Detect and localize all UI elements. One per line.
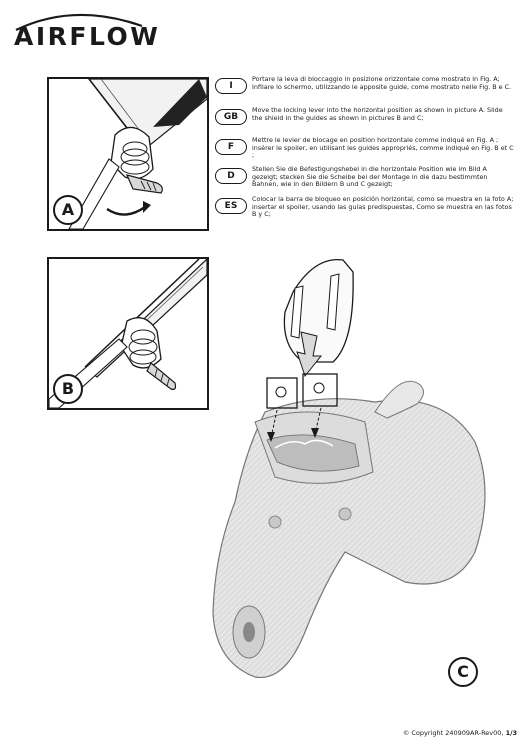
instruction-text-it: Portare la leva di bloccaggio in posizione orizzontale come mostrato in Fig. A; Infilare lo schermo, utilizzando le apposite guide, come mostrato nelle Fig. B e C. [252,75,512,91]
copyright-text: © Copyright 240909AR-Rev00, [402,729,504,737]
figure-b [47,257,209,410]
figure-c-motorcycle-illustration [205,252,495,692]
instruction-text-fr: Mettre le levier de blocage en position horizontale comme indiqué en Fig. A ; insérer le spoiler, en utilisant les guides appropriés, comme indiqué en Fig. B et C ; [252,136,514,160]
lang-badge-de: D [215,168,247,184]
page-number: 1/3 [505,729,517,737]
instruction-text-de: Stellen Sie die Befestigungshebel in die horizontale Position wie im Bild A gezeigt; stecken Sie die Scheibe bei der Montage in die dazu bestimmten Bahnen, wie in den Bildern B und C gezeigt; [252,165,488,189]
figure-a-badge: A [53,195,83,225]
figure-b-badge: B [53,374,83,404]
lang-badge-it: I [215,78,247,94]
brand-logo: AIRFLOW [14,22,161,51]
lang-badge-gb: GB [215,109,247,125]
copyright-footer [403,729,517,737]
instruction-text-es: Colocar la barra de bloqueo en posición horizontal, como se muestra en la foto A; insertar el spoiler, usando las guías predispuestas, Como se muestra en las fotos B y C; [252,195,514,219]
lang-badge-fr: F [215,139,247,155]
lang-badge-es: ES [215,198,247,214]
figure-c-badge: C [448,657,478,687]
instruction-text-gb: Move the locking lever into the horizontal position as shown in picture A. Slide the shield in the guides as shown in pictures B and C; [252,106,503,122]
figure-a [47,77,209,231]
